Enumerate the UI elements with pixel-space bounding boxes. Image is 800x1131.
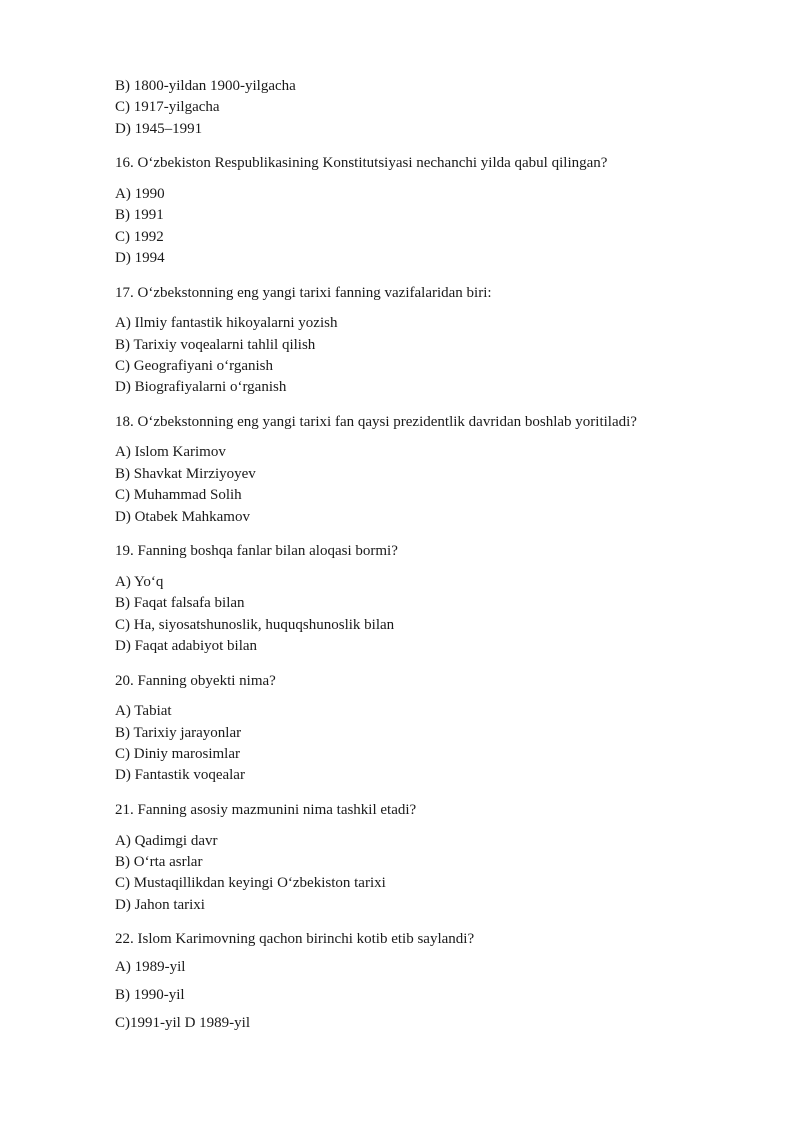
option-line: D) Jahon tarixi xyxy=(115,897,205,913)
question-21: 21. Fanning asosiy mazmunini nima tashkil etadi? xyxy=(115,802,417,818)
option-line: B) 1991 xyxy=(115,207,164,223)
option-line: C)1991-yil D 1989-yil xyxy=(115,1015,250,1031)
option-line: A) Ilmiy fantastik hikoyalarni yozish xyxy=(115,315,338,331)
option-line: D) 1945–1991 xyxy=(115,121,203,137)
question-20: 20. Fanning obyekti nima? xyxy=(115,673,276,689)
option-line: A) Yo‘q xyxy=(115,574,164,590)
option-line: D) 1994 xyxy=(115,250,165,266)
question-19: 19. Fanning boshqa fanlar bilan aloqasi bormi? xyxy=(115,543,398,559)
option-line: B) Tarixiy voqealarni tahlil qilish xyxy=(115,337,316,353)
option-line: A) 1990 xyxy=(115,186,165,202)
option-line: C) Geografiyani o‘rganish xyxy=(115,358,274,374)
option-line: A) 1989-yil xyxy=(115,959,186,975)
option-line: D) Biografiyalarni o‘rganish xyxy=(115,379,287,395)
question-17: 17. O‘zbekstonning eng yangi tarixi fanning vazifalaridan biri: xyxy=(115,285,492,301)
question-16: 16. O‘zbekiston Respublikasining Konstitutsiyasi nechanchi yilda qabul qilingan? xyxy=(115,155,608,171)
option-line: C) 1917-yilgacha xyxy=(115,99,220,115)
option-line: B) 1990-yil xyxy=(115,987,185,1003)
option-line: D) Faqat adabiyot bilan xyxy=(115,638,258,654)
option-line: B) 1800-yildan 1900-yilgacha xyxy=(115,78,296,94)
option-line: A) Tabiat xyxy=(115,703,172,719)
option-line: B) Shavkat Mirziyoyev xyxy=(115,466,256,482)
option-line: A) Qadimgi davr xyxy=(115,833,218,849)
option-line: B) Faqat falsafa bilan xyxy=(115,595,245,611)
option-line: C) Ha, siyosatshunoslik, huquqshunoslik bilan xyxy=(115,617,395,633)
question-22: 22. Islom Karimovning qachon birinchi kotib etib saylandi? xyxy=(115,931,475,947)
option-line: C) Mustaqillikdan keyingi O‘zbekiston tarixi xyxy=(115,875,386,891)
question-18: 18. O‘zbekstonning eng yangi tarixi fan qaysi prezidentlik davridan boshlab yoritiladi? xyxy=(115,414,637,430)
option-line: D) Fantastik voqealar xyxy=(115,767,245,783)
option-line: B) Tarixiy jarayonlar xyxy=(115,725,242,741)
option-line: B) O‘rta asrlar xyxy=(115,854,203,870)
option-line: A) Islom Karimov xyxy=(115,444,226,460)
option-line: D) Otabek Mahkamov xyxy=(115,509,250,525)
option-line: C) 1992 xyxy=(115,229,164,245)
option-line: C) Muhammad Solih xyxy=(115,487,242,503)
option-line: C) Diniy marosimlar xyxy=(115,746,240,762)
